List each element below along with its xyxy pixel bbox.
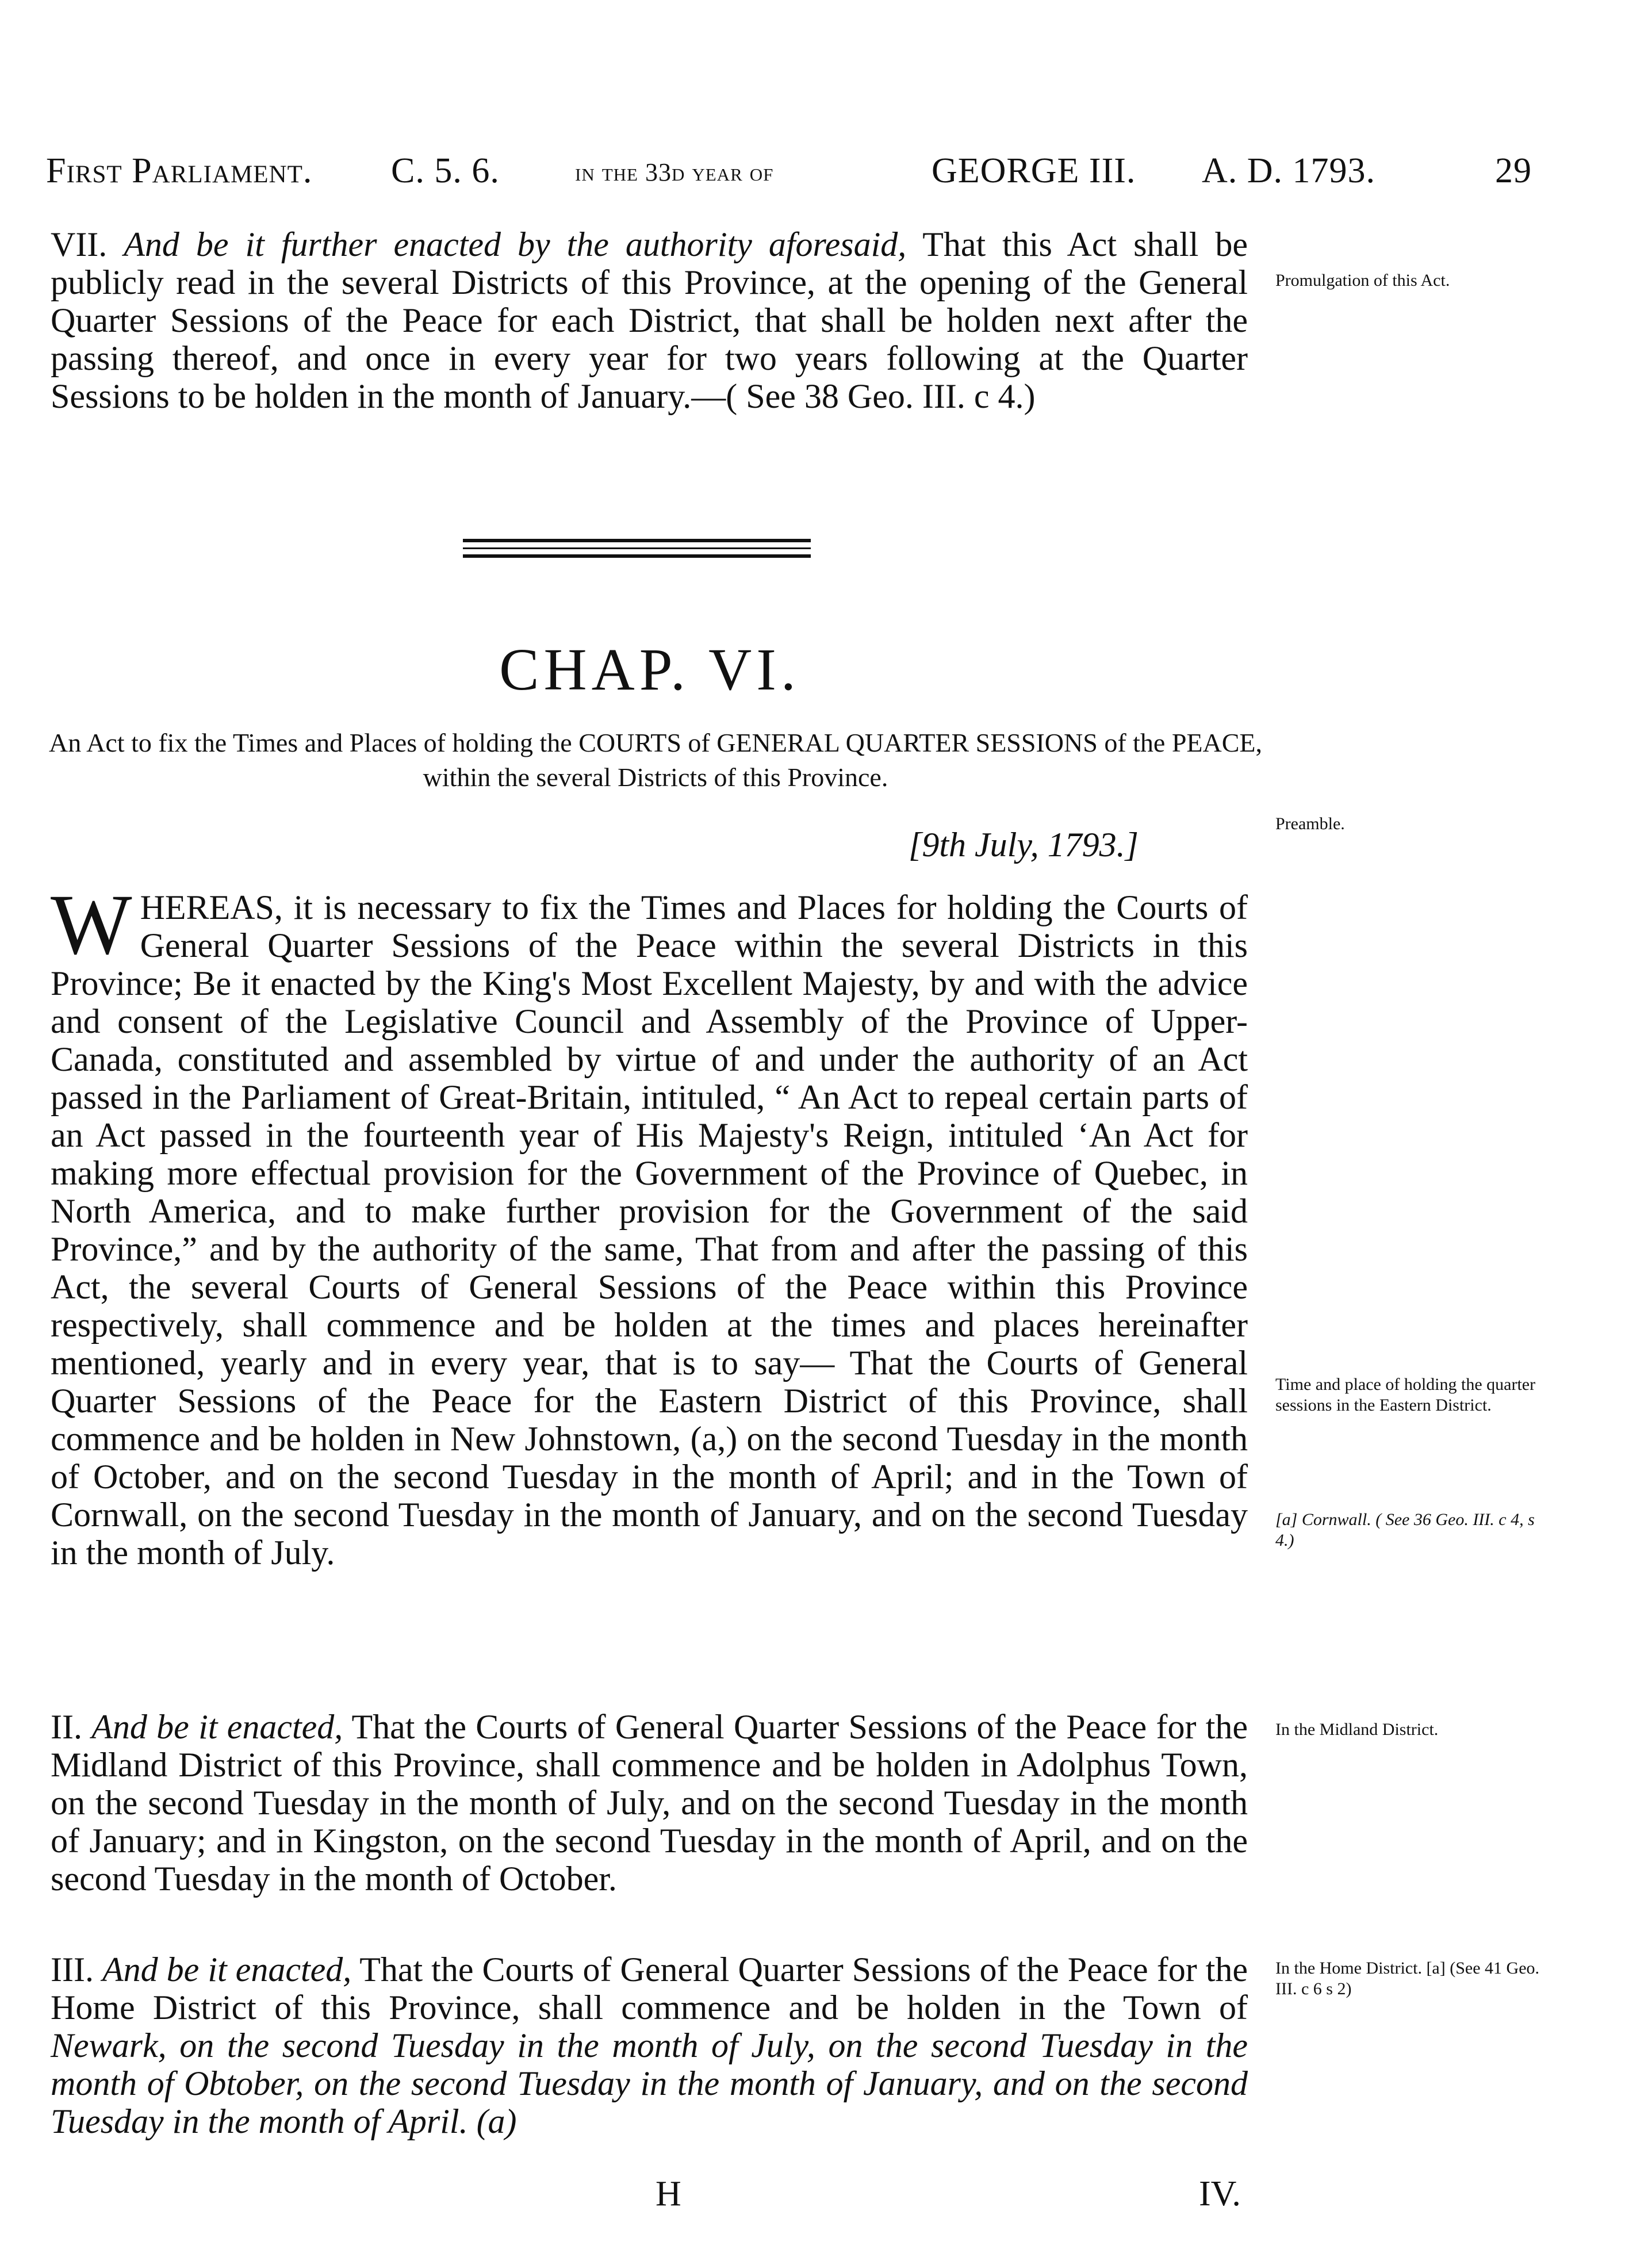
header-ad-year: A. D. 1793. (1202, 151, 1376, 190)
section-vii (51, 225, 1248, 415)
header-monarch: GEORGE III. (932, 151, 1136, 190)
header-parliament: First Parliament. (46, 151, 313, 190)
preamble-text (51, 877, 1248, 1572)
margin-note-midland-district: In the Midland District. (1275, 1720, 1439, 1739)
header-year-phrase: in the 33d year of (575, 158, 774, 186)
act-title: An Act to fix the Times and Places of holding the COURTS of GENERAL QUARTER SESSIONS of the PEACE, within the several Districts of this Province. (48, 728, 1263, 792)
section-iii-italic-text: Newark, on the second Tuesday in the month of July, on the second Tuesday in the month of Obtober, on the second Tuesday in the month of January, and on the second Tuesday in the month of April. (a) (51, 2026, 1248, 2140)
section-ii (51, 1708, 1248, 1898)
section-vii-number: VII. (51, 225, 108, 263)
margin-note-preamble: Preamble. (1275, 814, 1345, 833)
margin-note-eastern-district: Time and place of holding the quarter sessions in the Eastern District. (1275, 1375, 1536, 1415)
margin-note-promulgation: Promulgation of this Act. (1275, 271, 1450, 290)
section-ii-enacting-words: And be it enacted, (91, 1708, 343, 1746)
header-chapter-ref: C. 5. 6. (391, 151, 500, 190)
section-iii-enacting-words: And be it enacted, (102, 1951, 352, 1989)
section-vii-text: That this Act shall be publicly read in the several Districts of this Province, at the opening of the General Quarter Sessions of the Peace for each District, that shall be holden next after the passing thereof, and once in every year for two years following at the Quarter Sessions to be holden in the month of January.—( See 38 Geo. III. c 4.) (51, 225, 1248, 415)
section-divider (463, 539, 811, 563)
chapter-title: CHAP. VI. (499, 637, 800, 703)
section-vii-enacting-words: And be it further enacted by the authority aforesaid, (124, 225, 907, 263)
margin-note-cornwall: [a] Cornwall. ( See 36 Geo. III. c 4, s 4.) (1275, 1510, 1535, 1550)
page-number: 29 (1495, 151, 1532, 190)
drop-cap: W (51, 877, 132, 972)
running-header (46, 151, 1541, 197)
assent-date: [9th July, 1793.] (909, 826, 1139, 864)
catchword: IV. (1199, 2174, 1241, 2213)
preamble-body: HEREAS, it is necessary to fix the Times and Places for holding the Courts of General Quarter Sessions of the Peace within the several Districts in this Province; Be it enacted by the King's Most Excellent Majesty, by and with the advice and consent of the Legislative Council and Assembly of the Province of Upper-Canada, constituted and assembled by virtue of and under the authority of an Act passed in the Parliament of Great-Britain, intituled, “ An Act to repeal certain parts of an Act passed in the fourteenth year of His Majesty's Reign, intituled ‘An Act for making more effectual provision for the Government of the Province of Quebec, in North America, and to make further provision for the Government of the said Province,” and by the authority of the same, That from and after the passing of this Act, the several Courts of General Sessions of the Peace within this Province respectively, shall commence and be holden at the times and places hereinafter mentioned, yearly and in every year, that is to say— That the Courts of General Quarter Sessions of the Peace for the Eastern District of this Province, shall commence and be holden in New Johnstown, (a,) on the second Tuesday in the month of October, and on the second Tuesday in the month of April; and in the Town of Cornwall, on the second Tuesday in the month of January, and on the second Tuesday in the month of July. (51, 888, 1248, 1572)
margin-note-home-district: In the Home District. [a] (See 41 Geo. III. c 6 s 2) (1275, 1959, 1540, 1998)
section-ii-text: That the Courts of General Quarter Sessions of the Peace for the Midland District of this Province, shall commence and be holden in Adolphus Town, on the second Tuesday in the month of July, and on the second Tuesday in the month of January; and in Kingston, on the second Tuesday in the month of April, and on the second Tuesday in the month of October. (51, 1708, 1248, 1898)
section-iii-text: That the Courts of General Quarter Sessions of the Peace for the Home District of this Province, shall commence and be holden in the Town of (51, 1951, 1248, 2026)
signature-mark: H (656, 2174, 681, 2213)
section-ii-number: II. (51, 1708, 82, 1746)
section-iii-number: III. (51, 1951, 94, 1989)
section-iii (51, 1951, 1248, 2140)
